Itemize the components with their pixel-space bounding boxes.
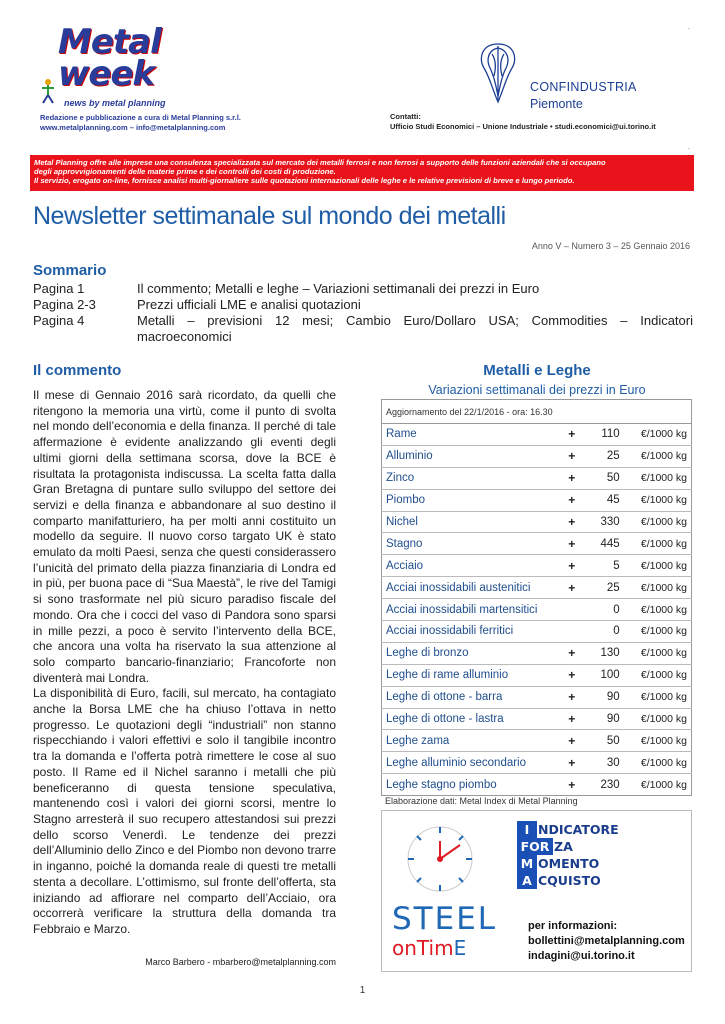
toc-page: Pagina 4: [33, 313, 85, 328]
variation-sign: +: [552, 664, 592, 686]
ifma-letter: FOR: [517, 838, 553, 855]
variation-unit: €/1000 kg: [622, 445, 692, 467]
sommario-heading: Sommario: [33, 262, 107, 279]
promo-email[interactable]: indagini@ui.torino.it: [528, 950, 635, 962]
variation-value: 50: [592, 467, 622, 489]
newsletter-title: Newsletter settimanale sul mondo dei metalli: [33, 202, 506, 230]
variation-sign: +: [552, 467, 592, 489]
variation-sign: +: [552, 686, 592, 708]
table-row: [382, 664, 692, 686]
variation-value: 45: [592, 489, 622, 511]
metal-name: Piombo: [382, 489, 552, 511]
ifma-letter: M: [517, 855, 537, 872]
table-row: [382, 445, 692, 467]
variation-unit: €/1000 kg: [622, 577, 692, 599]
variation-unit: €/1000 kg: [622, 642, 692, 664]
metalli-subheading: Variazioni settimanali dei prezzi in Euro: [428, 383, 646, 397]
ifma-row: [517, 855, 629, 872]
table-row: [382, 621, 692, 643]
variation-unit: €/1000 kg: [622, 511, 692, 533]
variation-value: 445: [592, 533, 622, 555]
promo-email[interactable]: bollettini@metalplanning.com: [528, 935, 685, 947]
publisher-info: [40, 113, 241, 133]
confindustria-region: Piemonte: [530, 97, 583, 111]
toc-text: Metalli – previsioni 12 mesi; Cambio Euro/Dollaro USA; Commodities – Indicatori macroeconomici: [137, 313, 693, 344]
metal-name: Zinco: [382, 467, 552, 489]
toc-item[interactable]: [33, 313, 693, 345]
variation-value: 50: [592, 730, 622, 752]
table-of-contents: [33, 281, 693, 345]
variation-unit: €/1000 kg: [622, 424, 692, 446]
toc-page: Pagina 2-3: [33, 297, 96, 312]
ifma-row: [517, 872, 629, 889]
ifma-logo: [517, 821, 629, 891]
service-banner: [30, 155, 694, 191]
banner-line: degli approvvigionamenti delle materie prime e dei controlli dei costi di produzione.: [34, 167, 336, 176]
price-variation-table: [381, 399, 692, 796]
variation-unit: €/1000 kg: [622, 686, 692, 708]
promo-info-label: per informazioni:: [528, 920, 618, 932]
metal-name: Acciai inossidabili martensitici: [382, 599, 552, 621]
metal-name: Acciai inossidabili ferritici: [382, 621, 552, 643]
variation-value: 100: [592, 664, 622, 686]
toc-text: Il commento; Metalli e leghe – Variazioni settimanali dei prezzi in Euro: [137, 281, 540, 296]
metal-name: Alluminio: [382, 445, 552, 467]
contact-block: [390, 112, 656, 132]
table-row: [382, 489, 692, 511]
metal-name: Rame: [382, 424, 552, 446]
toc-text: Prezzi ufficiali LME e analisi quotazioni: [137, 297, 361, 312]
author-signature: Marco Barbero - mbarbero@metalplanning.com: [145, 957, 336, 967]
table-row: [382, 708, 692, 730]
metal-name: Acciaio: [382, 555, 552, 577]
metal-name: Acciai inossidabili austenitici: [382, 577, 552, 599]
metal-name: Leghe di ottone - barra: [382, 686, 552, 708]
metal-name: Leghe di bronzo: [382, 642, 552, 664]
banner-line: Il servizio, erogato on-line, fornisce analisi multi-giornaliere sulle quotazioni internazionali delle leghe e le relative previsioni di breve e lungo periodo.: [34, 176, 575, 185]
variation-sign: +: [552, 642, 592, 664]
toc-item[interactable]: [33, 281, 693, 297]
confindustria-name: CONFINDUSTRIA: [530, 80, 637, 94]
table-row: [382, 599, 692, 621]
promo-contact: [528, 919, 685, 964]
variation-sign: [552, 621, 592, 643]
ifma-rest: ZA: [554, 839, 573, 854]
variation-unit: €/1000 kg: [622, 489, 692, 511]
variation-value: 25: [592, 577, 622, 599]
ifma-rest: OMENTO: [538, 856, 600, 871]
variation-value: 110: [592, 424, 622, 446]
variation-value: 30: [592, 752, 622, 774]
table-row: [382, 686, 692, 708]
variation-sign: +: [552, 445, 592, 467]
ifma-letter: I: [517, 821, 537, 838]
variation-unit: €/1000 kg: [640, 778, 687, 791]
variation-unit: €/1000 kg: [622, 533, 692, 555]
promo-box[interactable]: [381, 810, 692, 972]
variation-sign: +: [552, 708, 592, 730]
variation-sign: +: [552, 489, 592, 511]
table-row: [382, 642, 692, 664]
contact-line[interactable]: Ufficio Studi Economici – Unione Industriale • studi.economici@ui.torino.it: [390, 122, 656, 131]
metal-name: Leghe di ottone - lastra: [382, 708, 552, 730]
ontime-word: [392, 937, 497, 959]
commento-heading: Il commento: [33, 362, 122, 379]
table-row: [382, 511, 692, 533]
table-row: [382, 533, 692, 555]
logo-tagline: news by metal planning: [64, 98, 166, 108]
corner-dot: .: [688, 24, 690, 31]
metal-name: Leghe stagno piombo: [386, 778, 497, 791]
metal-name: Leghe alluminio secondario: [382, 752, 552, 774]
ifma-rest: CQUISTO: [538, 873, 601, 888]
corner-dot: .: [688, 144, 690, 151]
variation-unit: €/1000 kg: [622, 467, 692, 489]
variation-sign: +: [552, 730, 592, 752]
commento-paragraph: La disponibilità di Euro, facili, sul mercato, ha contagiato anche la Borsa LME che ha chiuso l’ottava in netto progresso. Le quotazioni degli “industriali” non stanno rispecchiando i valori effettivi e solo il tangibile incontro tra la domanda e l’offerta potrà rimettere le cose al suo posto. Il Rame ed il Nichel saranno i metalli che più beneficeranno di questa tensione speculativa, mantenendo così i valori dei giorni scorsi, mentre lo Stagno arresterà il suo recupero attestandosi sui prezzi dello scorso Venerdì. Le tendenze dei prezzi dell’Alluminio dello Zinco e del Piombo non devono trarre in inganno, poiché la domanda reale di questi tre metalli stenta a decollare. L’ottimismo, sul fronte dell’offerta, sta iniziando ad affiorare nel comparto dell’Acciaio, ora occorrerà verificare la struttura della domanda tra Febbraio e Marzo.: [33, 686, 336, 936]
variation-value: 5: [592, 555, 622, 577]
variation-value: 330: [592, 511, 622, 533]
metalli-heading: Metalli e Leghe: [483, 362, 591, 379]
variation-sign: +: [552, 533, 592, 555]
ifma-row: [517, 821, 629, 838]
variation-sign: +: [552, 577, 592, 599]
commento-paragraph: Il mese di Gennaio 2016 sarà ricordato, da quelli che ritengono la memoria una virtù, come il punto di svolta nel mondo dell’economia e della finanza. Il perché di tale affermazione è evidente analizzando gli eventi degli ultimi giorni della settimana scorsa, dove la BCE è risultata la protagonista indiscussa. La scelta fatta dalla Gran Bretagna di puntare sullo sviluppo del settore dei servizi e della finanza e abbandonare al suo destino il comparto manifatturiero, ha per molti anni costituito un modello da seguire. Il nuovo corso targato UK è stato emulato da molti Paesi, senza che questi considerassero l’unicità del primato della piazza finanziaria di Londra ed in più, per buona pace di “Sua Maestà”, le rive del Tamigi si sono trasformate nel più sicuro paradiso fiscale del mondo. Ora che i cocci del vaso di Pandora sono sparsi in mille pezzi, a poco è servito l’intervento della BCE, che ancora una volta ha riservato la sua attenzione al solo comparto bancario-finanziario; Francoforte non diventerà mai Londra.: [33, 388, 336, 685]
variation-sign: +: [552, 424, 592, 446]
publisher-line: Redazione e pubblicazione a cura di Metal Planning s.r.l.: [40, 113, 241, 122]
table-row: [382, 467, 692, 489]
table-row: [382, 555, 692, 577]
variation-value: 0: [592, 599, 622, 621]
metal-name: Nichel: [382, 511, 552, 533]
publisher-links[interactable]: www.metalplanning.com – info@metalplanning.com: [40, 123, 226, 132]
variation-sign: +: [552, 752, 592, 774]
variation-value: 230: [600, 778, 620, 791]
variation-unit: €/1000 kg: [622, 708, 692, 730]
ontime-part: onTim: [392, 936, 454, 960]
variation-sign: +: [568, 777, 576, 792]
issue-info: Anno V – Numero 3 – 25 Gennaio 2016: [531, 241, 690, 251]
variation-unit: €/1000 kg: [622, 664, 692, 686]
table-update-row: [382, 400, 692, 424]
confindustria-logo-icon: [470, 38, 526, 108]
variation-value: 0: [592, 621, 622, 643]
variation-value: 25: [592, 445, 622, 467]
metal-briefing-clock-icon: [400, 819, 480, 899]
table-row: [382, 730, 692, 752]
variation-value: 130: [592, 642, 622, 664]
variation-unit: €/1000 kg: [622, 752, 692, 774]
variation-unit: €/1000 kg: [622, 621, 692, 643]
ifma-row: [517, 838, 629, 855]
ontime-part: E: [453, 936, 467, 960]
variation-unit: €/1000 kg: [622, 555, 692, 577]
update-timestamp: Aggiornamento del 22/1/2016 - ora: 16.30: [382, 400, 692, 424]
table-row: [382, 424, 692, 446]
ifma-rest: NDICATORE: [538, 822, 619, 837]
steel-word: STEEL: [392, 901, 498, 937]
variation-value: 90: [592, 708, 622, 730]
commento-article: [33, 388, 336, 938]
toc-item[interactable]: [33, 297, 693, 313]
page-number: 1: [359, 985, 366, 996]
variation-value: 90: [592, 686, 622, 708]
table-row: [382, 774, 692, 796]
variation-sign: +: [552, 511, 592, 533]
person-icon: [40, 78, 56, 104]
logo-word-metal: Metal: [58, 22, 161, 62]
table-row: [382, 752, 692, 774]
variation-unit: €/1000 kg: [622, 599, 692, 621]
metal-name: Leghe di rame alluminio: [382, 664, 552, 686]
variation-unit: €/1000 kg: [622, 730, 692, 752]
banner-line: Metal Planning offre alle imprese una consulenza specializzata sul mercato dei metalli ferrosi e non ferrosi a supporto delle funzioni aziendali che si occupano: [34, 158, 606, 167]
table-row: [382, 577, 692, 599]
toc-page: Pagina 1: [33, 281, 85, 296]
metal-name: Stagno: [382, 533, 552, 555]
contact-label: Contatti:: [390, 112, 421, 121]
ifma-letter: A: [517, 872, 537, 889]
variation-sign: [552, 599, 592, 621]
metal-name: Leghe zama: [382, 730, 552, 752]
logo-word-week: week: [58, 54, 155, 94]
table-source: Elaborazione dati: Metal Index di Metal Planning: [385, 796, 578, 806]
steel-ontime-logo: [392, 903, 497, 959]
metalweek-logo: [58, 22, 178, 94]
variation-sign: +: [552, 555, 592, 577]
